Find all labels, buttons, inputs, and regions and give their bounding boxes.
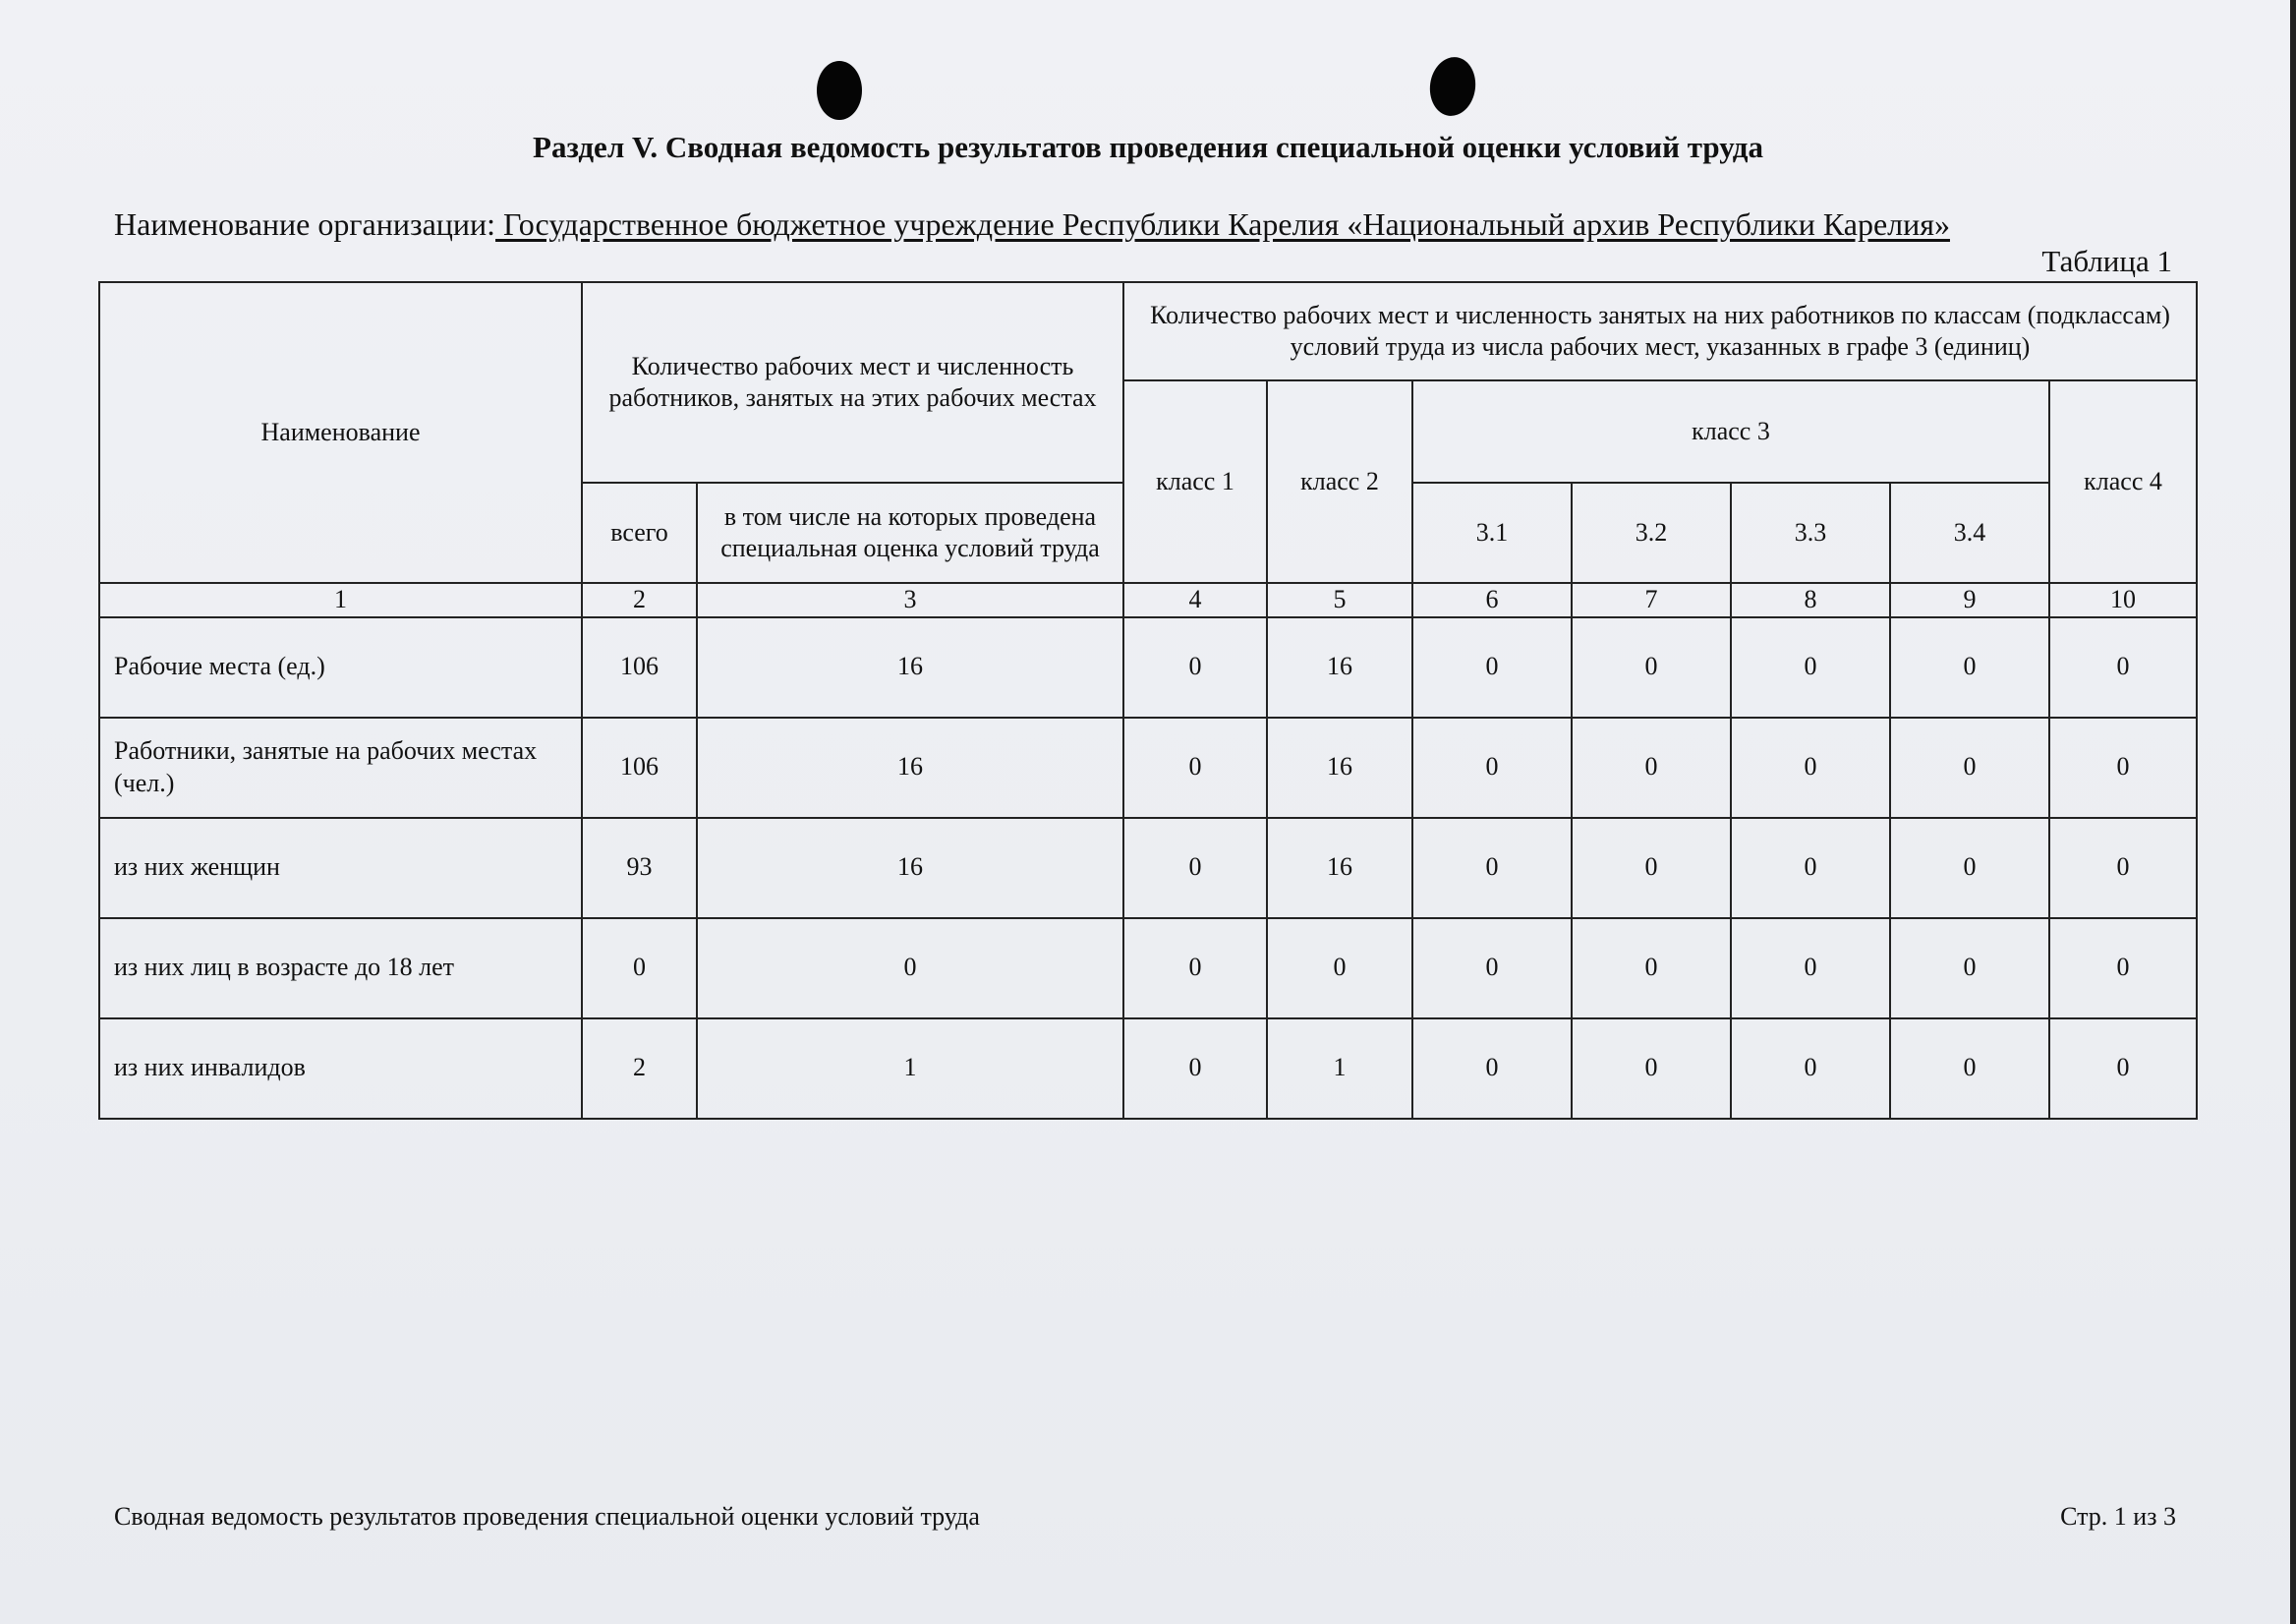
table-cell: 0 <box>1123 718 1267 818</box>
table-cell: 16 <box>1267 818 1412 918</box>
header-sub31: 3.1 <box>1412 483 1572 583</box>
table-row <box>99 1018 2197 1119</box>
row-name: Работники, занятые на рабочих местах (чел.) <box>99 718 582 818</box>
header-class3: класс 3 <box>1412 380 2049 483</box>
table-cell: 0 <box>1890 718 2049 818</box>
header-classes-group: Количество рабочих мест и численность занятых на них работников по классам (подклассам) условий труда из числа рабочих мест, указанных в графе 3 (единиц) <box>1123 282 2197 380</box>
header-workplaces-group: Количество рабочих мест и численность работников, занятых на этих рабочих местах <box>582 282 1123 483</box>
table-cell: 0 <box>1412 718 1572 818</box>
column-number: 2 <box>582 583 697 617</box>
organization-value: Государственное бюджетное учреждение Республики Карелия «Национальный архив Республики Карелия» <box>495 206 1950 242</box>
column-number: 6 <box>1412 583 1572 617</box>
table-cell: 0 <box>1731 718 1890 818</box>
organization-line <box>114 206 1950 243</box>
table-cell: 16 <box>1267 718 1412 818</box>
header-sub33: 3.3 <box>1731 483 1890 583</box>
table-cell: 0 <box>1572 617 1731 718</box>
table-cell: 1 <box>697 1018 1123 1119</box>
column-number: 4 <box>1123 583 1267 617</box>
footer-page-number: Стр. 1 из 3 <box>2060 1502 2176 1531</box>
table-cell: 0 <box>1572 1018 1731 1119</box>
table-cell: 2 <box>582 1018 697 1119</box>
header-assessed: в том числе на которых проведена специальная оценка условий труда <box>697 483 1123 583</box>
summary-table <box>98 281 2198 1120</box>
table-cell: 0 <box>1123 918 1267 1018</box>
table-cell: 0 <box>1731 918 1890 1018</box>
row-name: из них инвалидов <box>99 1018 582 1119</box>
table-cell: 0 <box>1890 818 2049 918</box>
punch-hole-right <box>1426 54 1479 119</box>
table-cell: 16 <box>697 617 1123 718</box>
column-number: 10 <box>2049 583 2197 617</box>
row-name: из них лиц в возрасте до 18 лет <box>99 918 582 1018</box>
header-class4: класс 4 <box>2049 380 2197 583</box>
row-name: Рабочие места (ед.) <box>99 617 582 718</box>
table-row <box>99 718 2197 818</box>
header-total: всего <box>582 483 697 583</box>
table-cell: 0 <box>1572 918 1731 1018</box>
header-sub34: 3.4 <box>1890 483 2049 583</box>
table-cell: 0 <box>1412 918 1572 1018</box>
organization-label: Наименование организации: <box>114 206 496 242</box>
header-class2: класс 2 <box>1267 380 1412 583</box>
table-cell: 0 <box>1731 1018 1890 1119</box>
column-number: 8 <box>1731 583 1890 617</box>
footer-document-title: Сводная ведомость результатов проведения специальной оценки условий труда <box>114 1502 980 1531</box>
column-number: 9 <box>1890 583 2049 617</box>
column-number: 3 <box>697 583 1123 617</box>
header-name: Наименование <box>99 282 582 583</box>
table-cell: 0 <box>1412 617 1572 718</box>
column-number: 5 <box>1267 583 1412 617</box>
column-number: 1 <box>99 583 582 617</box>
table-cell: 0 <box>1572 718 1731 818</box>
table-row <box>99 818 2197 918</box>
table-cell: 106 <box>582 617 697 718</box>
table-cell: 1 <box>1267 1018 1412 1119</box>
table-cell: 0 <box>1123 1018 1267 1119</box>
column-number-row <box>99 583 2197 617</box>
table-cell: 0 <box>1123 617 1267 718</box>
table-cell: 0 <box>1267 918 1412 1018</box>
table-cell: 0 <box>2049 818 2197 918</box>
table-cell: 0 <box>1890 1018 2049 1119</box>
table-label: Таблица 1 <box>2041 244 2172 278</box>
table-cell: 0 <box>2049 617 2197 718</box>
table-cell: 0 <box>1412 1018 1572 1119</box>
header-row-1 <box>99 282 2197 380</box>
table-row <box>99 617 2197 718</box>
table-cell: 0 <box>1731 617 1890 718</box>
table-cell: 0 <box>2049 918 2197 1018</box>
table-cell: 0 <box>1123 818 1267 918</box>
table-row <box>99 918 2197 1018</box>
table-cell: 93 <box>582 818 697 918</box>
table-cell: 0 <box>582 918 697 1018</box>
row-name: из них женщин <box>99 818 582 918</box>
table-cell: 0 <box>2049 1018 2197 1119</box>
column-number: 7 <box>1572 583 1731 617</box>
table-cell: 16 <box>697 818 1123 918</box>
table-cell: 0 <box>1412 818 1572 918</box>
table-cell: 0 <box>1731 818 1890 918</box>
table-cell: 106 <box>582 718 697 818</box>
table-cell: 0 <box>1572 818 1731 918</box>
header-class1: класс 1 <box>1123 380 1267 583</box>
table-cell: 16 <box>1267 617 1412 718</box>
table-cell: 0 <box>697 918 1123 1018</box>
section-title: Раздел V. Сводная ведомость результатов проведения специальной оценки условий труда <box>533 130 1763 164</box>
table-cell: 0 <box>1890 617 2049 718</box>
table-cell: 0 <box>2049 718 2197 818</box>
table-cell: 16 <box>697 718 1123 818</box>
table-cell: 0 <box>1890 918 2049 1018</box>
punch-hole-left <box>817 61 862 120</box>
header-sub32: 3.2 <box>1572 483 1731 583</box>
